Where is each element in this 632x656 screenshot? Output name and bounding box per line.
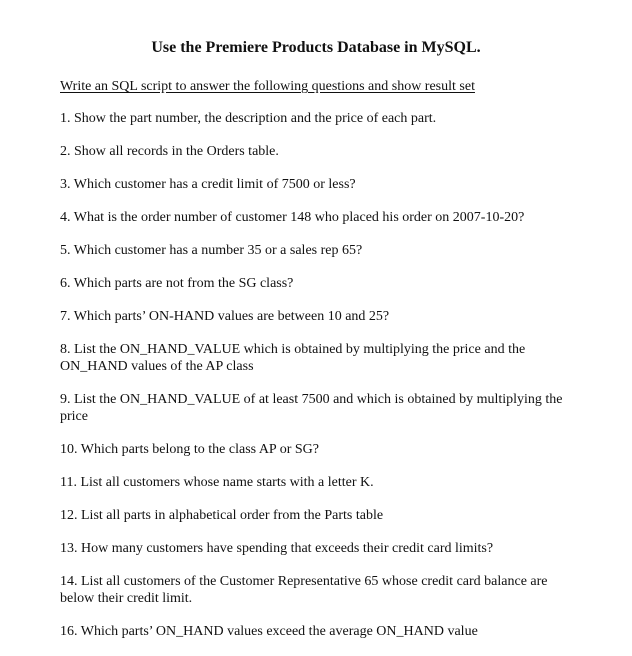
instruction-text: Write an SQL script to answer the following questions and show result set xyxy=(60,79,475,94)
question-item: 10. Which parts belong to the class AP or SG? xyxy=(60,442,319,457)
question-item: 3. Which customer has a credit limit of 7500 or less? xyxy=(60,177,356,192)
document-title: Use the Premiere Products Database in MySQL. xyxy=(151,39,481,56)
question-list xyxy=(60,110,570,656)
question-item: 6. Which parts are not from the SG class? xyxy=(60,276,294,291)
question-item: 14. List all customers of the Customer Representative 65 whose credit card balance are below their credit limit. xyxy=(60,574,548,606)
question-item: 4. What is the order number of customer 148 who placed his order on 2007-10-20? xyxy=(60,210,525,225)
question-item: 12. List all parts in alphabetical order from the Parts table xyxy=(60,508,384,523)
question-item: 13. How many customers have spending that exceeds their credit card limits? xyxy=(60,541,494,556)
question-item: 16. Which parts’ ON_HAND values exceed the average ON_HAND value xyxy=(60,624,478,639)
question-item: 5. Which customer has a number 35 or a sales rep 65? xyxy=(60,243,363,258)
question-item: 7. Which parts’ ON-HAND values are between 10 and 25? xyxy=(60,309,390,324)
question-item: 11. List all customers whose name starts with a letter K. xyxy=(60,475,374,490)
question-item: 8. List the ON_HAND_VALUE which is obtained by multiplying the price and the ON_HAND values of the AP class xyxy=(60,342,526,374)
question-item: 1. Show the part number, the description and the price of each part. xyxy=(60,111,437,126)
question-item: 9. List the ON_HAND_VALUE of at least 7500 and which is obtained by multiplying the price xyxy=(60,392,563,424)
question-item: 2. Show all records in the Orders table. xyxy=(60,144,279,159)
